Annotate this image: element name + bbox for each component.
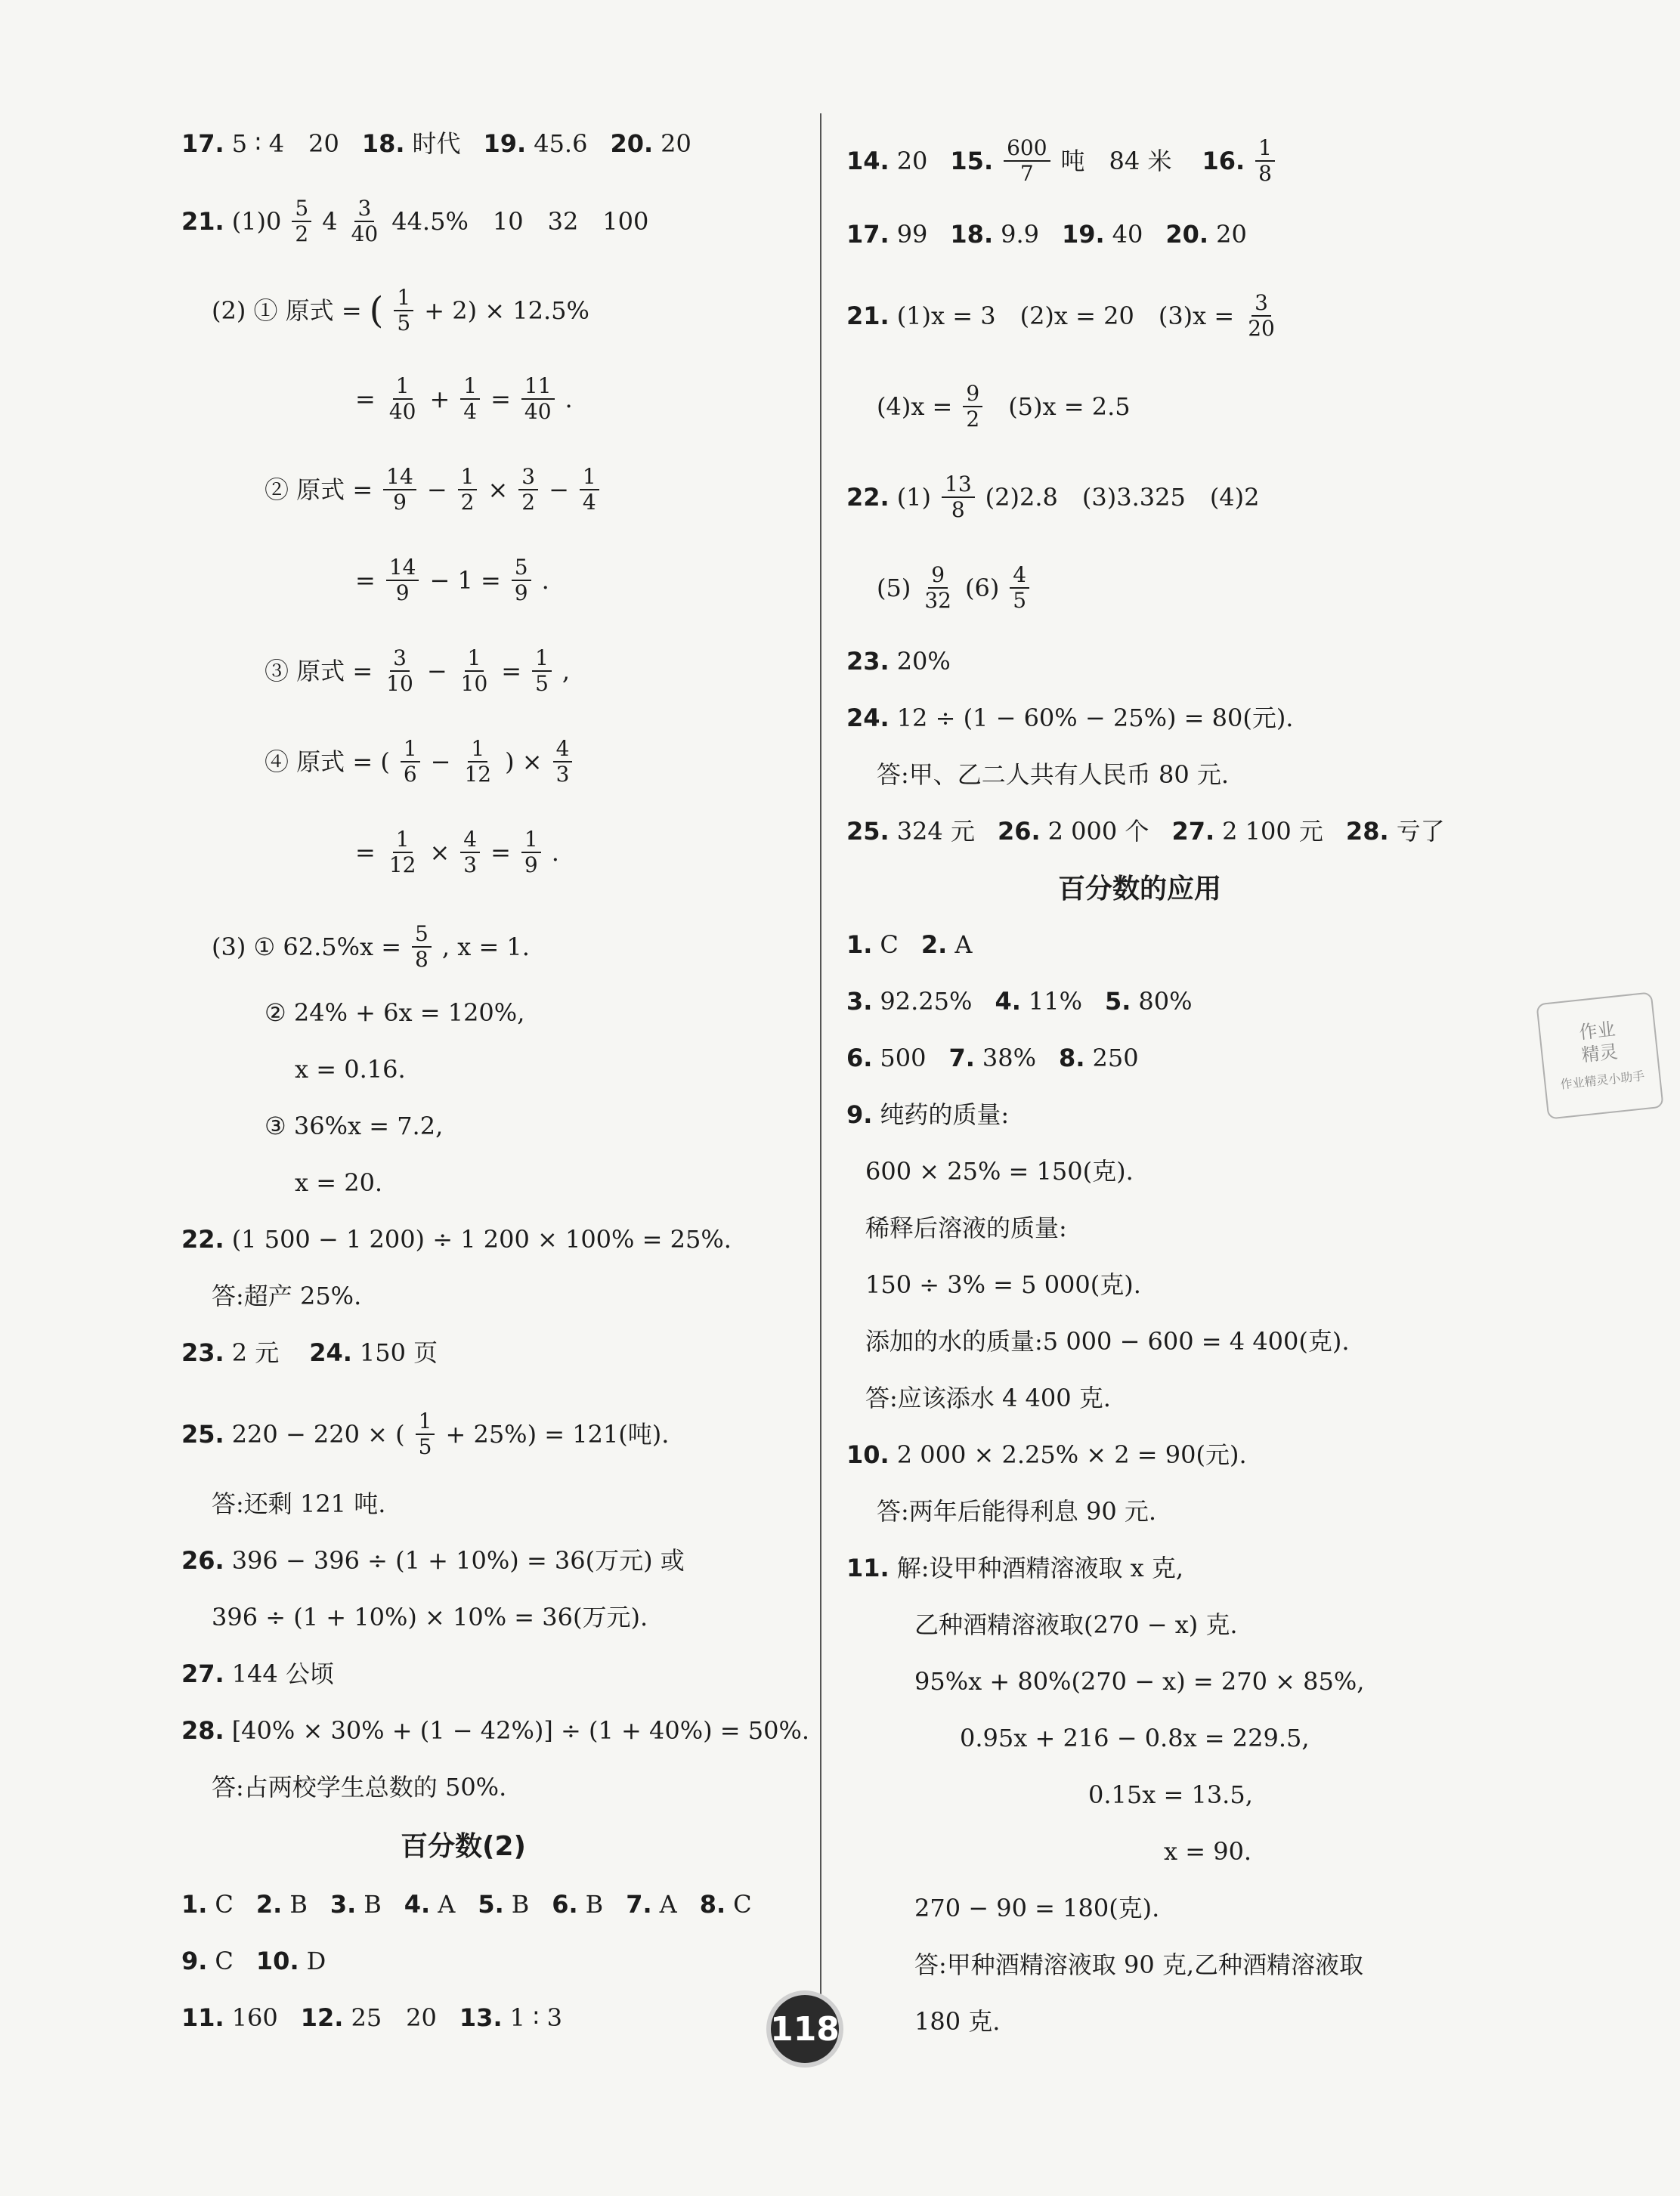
answer-line-21-2-4b: = $\frac{1}{12}$ × $\frac{4}{3}$ = $\frac{1}{9}$ . (355, 827, 559, 877)
answer-line-23: 23. 20% (846, 647, 951, 676)
answer-line-21-2-2: ② 原式 = $\frac{14}{9}$ − $\frac{1}{2}$ × $\frac{3}{2}$ − $\frac{1}{4}$ (265, 465, 602, 515)
answer-line-9d: 添加的水的质量:5 000 − 600 = 4 400(克). (865, 1327, 1350, 1356)
answer-line-11-13: 11. 160 12. 25 20 13. 1 ∶ 3 (181, 2003, 562, 2032)
fraction: $\frac{600}{7}$ (1004, 136, 1050, 186)
answer-line-17-20: 17. 99 18. 9.9 19. 40 20. 20 (846, 220, 1247, 249)
fraction: $\frac{1}{5}$ (394, 286, 413, 336)
fraction: $\frac{1}{12}$ (388, 827, 416, 877)
answer-line-22: 22. (1 500 − 1 200) ÷ 1 200 × 100% = 25%. (181, 1225, 732, 1254)
answer-line-26b: 396 ÷ (1 + 10%) × 10% = 36(万元). (212, 1603, 648, 1632)
fraction: $\frac{1}{4}$ (460, 374, 480, 424)
fraction: $\frac{9}{32}$ (924, 562, 951, 613)
answer-line-11a: 乙种酒精溶液取(270 − x) 克. (914, 1610, 1238, 1639)
answer-line-21-3-2b: x = 0.16. (295, 1055, 406, 1084)
answer-line-10: 10. 2 000 × 2.25% × 2 = 90(元). (846, 1440, 1247, 1469)
watermark-stamp: 作业 精灵 作业精灵小助手 (1536, 991, 1663, 1119)
answer-line-1-2: 1. C 2. A (846, 930, 973, 959)
answer-line-22: 22. (1) $\frac{13}{8}$ (2)2.8 (3)3.325 (4)2 (846, 472, 1260, 522)
page-number: 118 (771, 1995, 839, 2063)
fraction: $\frac{3}{20}$ (1248, 290, 1275, 341)
answer-line-21: 21. (1)x = 3 (2)x = 20 (3)x = $\frac{3}{20}$ (846, 291, 1281, 341)
answer-line-28-reply: 答:占两校学生总数的 50%. (212, 1773, 507, 1802)
answer-line-24-reply: 答:甲、乙二人共有人民币 80 元. (877, 760, 1230, 789)
answer-line-3-5: 3. 92.25% 4. 11% 5. 80% (846, 987, 1193, 1016)
fraction: $\frac{3}{10}$ (386, 645, 413, 696)
fraction: $\frac{1}{40}$ (388, 373, 416, 424)
section-heading: 百分数的应用 (1058, 874, 1222, 905)
answer-line-21-2-1b: = $\frac{1}{40}$ + $\frac{1}{4}$ = $\frac{11}{40}$ . (355, 373, 573, 424)
answer-line-11e: x = 90. (1164, 1837, 1252, 1866)
fraction: $\frac{13}{8}$ (942, 472, 975, 522)
answer-line-25-reply: 答:还剩 121 吨. (212, 1489, 386, 1518)
answer-line-25-28: 25. 324 元 26. 2 000 个 27. 2 100 元 28. 亏了 (846, 817, 1445, 846)
fraction: $\frac{9}{2}$ (963, 382, 982, 431)
answer-line-11-reply-b: 180 克. (914, 2007, 1001, 2036)
answer-line-1-8: 1. C 2. B 3. B 4. A 5. B 6. B 7. A 8. C (181, 1890, 752, 1919)
answer-line-11b: 95%x + 80%(270 − x) = 270 × 85%, (914, 1667, 1365, 1696)
fraction: $\frac{3}{40}$ (351, 196, 379, 246)
answer-line-9c: 150 ÷ 3% = 5 000(克). (865, 1270, 1141, 1299)
answer-line-21-3-3b: x = 20. (295, 1168, 383, 1197)
answer-line-21-3-1: (3) ① 62.5%x = $\frac{5}{8}$ , x = 1. (212, 921, 530, 972)
answer-line-9b: 稀释后溶液的质量: (865, 1214, 1067, 1242)
answer-line-11c: 0.95x + 216 − 0.8x = 229.5, (960, 1724, 1310, 1752)
answer-line-9-10: 9. C 10. D (181, 1947, 326, 1975)
fraction: $\frac{1}{8}$ (1255, 136, 1275, 186)
answer-line-14-16: 14. 20 15. $\frac{600}{7}$ 吨 84 米 16. $\frac{1}{8}$ (846, 136, 1278, 186)
answer-line-22b: (5) $\frac{9}{32}$ (6) $\frac{4}{5}$ (877, 563, 1032, 613)
fraction: $\frac{4}{3}$ (460, 827, 480, 877)
fraction: $\frac{14}{9}$ (383, 465, 416, 515)
answer-line-28: 28. [40% × 30% + (1 − 42%)] ÷ (1 + 40%) = 50%. (181, 1716, 810, 1745)
answer-line-21-2-3: ③ 原式 = $\frac{3}{10}$ − $\frac{1}{10}$ = $\frac{1}{5}$ , (265, 645, 571, 696)
section-heading: 百分数(2) (401, 1831, 526, 1862)
fraction: $\frac{1}{5}$ (532, 646, 552, 696)
fraction: $\frac{5}{9}$ (512, 555, 531, 605)
answer-line-27: 27. 144 公顷 (181, 1659, 334, 1688)
answer-line-11: 11. 解:设甲种酒精溶液取 x 克, (846, 1554, 1184, 1582)
answer-line-21-3-2: ② 24% + 6x = 120%, (265, 998, 525, 1027)
fraction: $\frac{1}{6}$ (401, 737, 420, 787)
answer-line-10-reply: 答:两年后能得利息 90 元. (877, 1497, 1157, 1526)
answer-line-21-3-3: ③ 36%x = 7.2, (265, 1112, 444, 1140)
fraction: $\frac{5}{8}$ (412, 922, 432, 972)
answer-line-22-reply: 答:超产 25%. (212, 1282, 362, 1310)
answer-line-21-2-4: ④ 原式 = ( $\frac{1}{6}$ − $\frac{1}{12}$ ) × $\frac{4}{3}$ (265, 737, 575, 787)
fraction: $\frac{1}{5}$ (416, 1409, 435, 1459)
column-divider (820, 113, 821, 2025)
fraction: $\frac{1}{10}$ (460, 645, 488, 696)
answer-line-24: 24. 12 ÷ (1 − 60% − 25%) = 80(元). (846, 704, 1294, 732)
answer-line-9a: 600 × 25% = 150(克). (865, 1157, 1134, 1186)
fraction: $\frac{11}{40}$ (521, 374, 555, 424)
fraction: $\frac{4}{5}$ (1010, 563, 1029, 613)
answer-line-11-reply: 答:甲种酒精溶液取 90 克,乙种酒精溶液取 (914, 1950, 1364, 1979)
answer-line-11f: 270 − 90 = 180(克). (914, 1894, 1160, 1922)
answer-line-6-8: 6. 500 7. 38% 8. 250 (846, 1044, 1139, 1072)
fraction: $\frac{3}{2}$ (518, 465, 538, 515)
answer-line-17-20: 17. 5 ∶ 4 20 18. 时代 19. 45.6 20. 20 (181, 129, 691, 158)
answer-line-21-2-1: (2) ① 原式 = ( $\frac{1}{5}$ + 2) × 12.5% (212, 285, 589, 336)
fraction: $\frac{5}{2}$ (292, 196, 311, 246)
answer-line-23-24: 23. 2 元 24. 150 页 (181, 1338, 438, 1367)
answer-line-26: 26. 396 − 396 ÷ (1 + 10%) = 36(万元) 或 (181, 1546, 685, 1575)
answer-line-9-reply: 答:应该添水 4 400 克. (865, 1384, 1111, 1412)
fraction: $\frac{1}{2}$ (458, 465, 478, 515)
answer-line-21-2-2b: = $\frac{14}{9}$ − 1 = $\frac{5}{9}$ . (355, 555, 549, 605)
answer-line-9: 9. 纯药的质量: (846, 1100, 1010, 1129)
answer-line-21-1: 21. (1)0 $\frac{5}{2}$ 4 $\frac{3}{40}$ 44.5% 10 32 100 (181, 196, 649, 246)
fraction: $\frac{1}{4}$ (580, 465, 599, 515)
fraction: $\frac{1}{12}$ (464, 736, 492, 787)
answer-line-11d: 0.15x = 13.5, (1088, 1780, 1253, 1809)
answer-line-21b: (4)x = $\frac{9}{2}$ (5)x = 2.5 (877, 381, 1131, 431)
fraction: $\frac{1}{9}$ (521, 827, 541, 877)
fraction: $\frac{14}{9}$ (386, 555, 419, 605)
answer-line-25: 25. 220 − 220 × ( $\frac{1}{5}$ + 25%) = 121(吨). (181, 1409, 670, 1459)
fraction: $\frac{4}{3}$ (553, 737, 573, 787)
